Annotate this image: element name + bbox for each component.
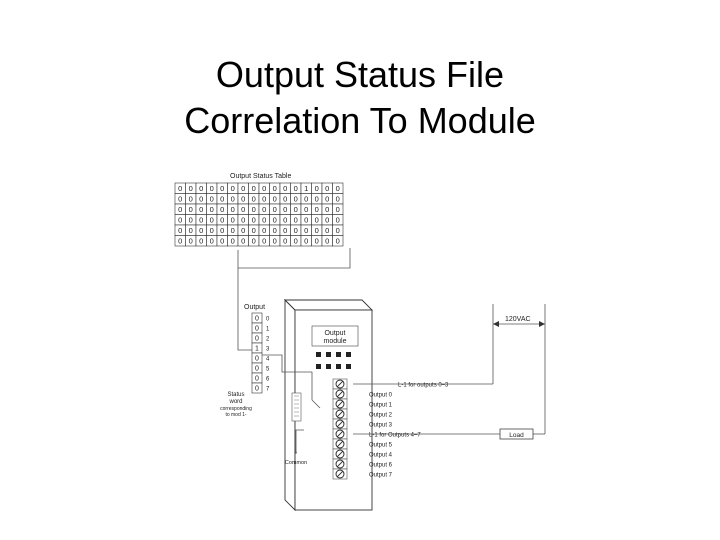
relay-coil [292, 393, 301, 421]
status-bit-value: 0 [255, 315, 259, 323]
status-bit-value: 1 [255, 345, 259, 353]
table-cell-value: 0 [272, 236, 277, 246]
table-cell-value: 0 [335, 236, 340, 246]
terminal-label: Output 0 [369, 392, 393, 399]
status-word-line-1: Status [227, 392, 245, 398]
title-line-1: Output Status File [215, 54, 505, 95]
table-cell-value: 0 [283, 184, 288, 193]
bit-number-labels [266, 317, 270, 393]
table-cell-value: 0 [188, 184, 193, 193]
status-word-column [252, 313, 262, 393]
led-indicator [316, 364, 321, 369]
table-cell-value: 0 [230, 215, 235, 225]
terminal-label: Output 3 [369, 422, 393, 429]
table-cell-value: 0 [188, 226, 193, 235]
table-title: Output Status Table [230, 173, 292, 180]
table-cell-value: 0 [314, 226, 319, 235]
voltage-arrow-right [539, 321, 545, 327]
bit-number: 2 [266, 336, 270, 343]
table-cell-value: 0 [230, 194, 235, 204]
table-cell-value: 0 [325, 226, 330, 235]
bit-number: 5 [266, 366, 270, 373]
table-cell-value: 0 [220, 215, 225, 225]
common-label: Common [284, 460, 308, 466]
bit-number: 7 [266, 386, 270, 393]
table-cell-value: 0 [325, 194, 330, 204]
table-cell-value: 0 [230, 236, 235, 246]
table-cell-value: 0 [293, 194, 298, 204]
table-cell-value: 0 [178, 205, 183, 214]
table-to-word-connector [238, 248, 350, 268]
table-cell-value: 0 [304, 194, 309, 204]
table-cell-value: 0 [199, 215, 204, 225]
table-cell-value: 0 [304, 215, 309, 225]
table-cell-value: 0 [188, 215, 193, 225]
output-status-table [175, 183, 343, 246]
table-cell-value: 0 [209, 236, 214, 246]
table-cell-value: 0 [293, 184, 298, 193]
table-cell-value: 0 [262, 226, 267, 235]
table-cell-value: 0 [209, 205, 214, 214]
table-cell-value: 0 [314, 215, 319, 225]
table-cell-value: 0 [178, 226, 183, 235]
table-cell-value: 0 [262, 194, 267, 204]
output-module [285, 300, 449, 510]
bit-number: 3 [266, 346, 270, 353]
table-cell-value: 0 [220, 236, 225, 246]
terminal-label: Output 2 [369, 412, 393, 419]
table-cell-value: 0 [325, 205, 330, 214]
table-cell-value: 0 [241, 205, 246, 214]
table-cell-value: 0 [304, 226, 309, 235]
status-bit-value: 0 [255, 335, 259, 343]
status-word-label [220, 392, 252, 418]
bit-number: 1 [266, 326, 270, 333]
table-cell-value: 0 [178, 236, 183, 246]
table-cell-value: 0 [293, 236, 298, 246]
table-cell-value: 0 [304, 236, 309, 246]
table-cell-value: 0 [272, 184, 277, 193]
table-cell-value: 0 [293, 215, 298, 225]
status-bit-value: 0 [255, 365, 259, 373]
status-bit-value: 0 [255, 325, 259, 333]
table-cell-value: 0 [209, 226, 214, 235]
table-cell-value: 0 [230, 205, 235, 214]
table-cell-value: 0 [188, 205, 193, 214]
table-cell-value: 0 [293, 205, 298, 214]
table-cell-value: 0 [325, 215, 330, 225]
output-label: Output [244, 304, 266, 311]
table-cell-value: 0 [262, 236, 267, 246]
table-cell-value: 0 [251, 226, 256, 235]
table-cell-value: 0 [251, 215, 256, 225]
table-cell-value: 0 [199, 184, 204, 193]
module-top-face [285, 300, 372, 310]
title-line-2: Correlation To Module [184, 100, 536, 141]
table-cell-value: 0 [178, 194, 183, 204]
table-cell-value: 0 [251, 205, 256, 214]
led-indicator [326, 364, 331, 369]
table-cell-value: 0 [241, 194, 246, 204]
table-cell-value: 0 [209, 194, 214, 204]
status-bit-value: 0 [255, 385, 259, 393]
voltage-arrow-left [493, 321, 499, 327]
table-cell-value: 0 [220, 194, 225, 204]
table-cell-value: 0 [230, 226, 235, 235]
table-cell-value: 0 [335, 194, 340, 204]
voltage-label: 120VAC [505, 316, 531, 323]
table-cell-value: 0 [272, 226, 277, 235]
bit-number: 4 [266, 356, 270, 363]
table-cell-value: 0 [251, 194, 256, 204]
table-cell-value: 0 [209, 184, 214, 193]
table-cell-value: 0 [262, 184, 267, 193]
table-cell-value: 0 [272, 215, 277, 225]
common-asterisk: * [294, 452, 298, 458]
table-cell-value: 0 [241, 184, 246, 193]
table-cell-value: 0 [314, 194, 319, 204]
status-word-line-2: word [229, 399, 243, 405]
table-cell-value: 0 [335, 205, 340, 214]
table-cell-value: 0 [335, 226, 340, 235]
table-cell-value: 0 [199, 205, 204, 214]
table-cell-value: 0 [178, 215, 183, 225]
table-cell-value: 0 [188, 236, 193, 246]
table-cell-value: 0 [293, 226, 298, 235]
table-cell-value: 0 [220, 184, 225, 193]
led-indicator [326, 352, 331, 357]
bit-number: 6 [266, 376, 270, 383]
terminal-label: L-1 for outputs 0–3 [398, 382, 449, 389]
table-cell-value: 0 [314, 205, 319, 214]
load-label: Load [509, 432, 524, 439]
table-cell-value: 0 [178, 184, 183, 193]
table-cell-value: 0 [241, 215, 246, 225]
status-word-line-4: to mod 1- [225, 412, 247, 418]
terminal-label: Output 1 [369, 402, 393, 409]
led-indicator [346, 352, 351, 357]
table-cell-value: 0 [251, 184, 256, 193]
table-cell-value: 0 [188, 194, 193, 204]
status-bit-value: 0 [255, 355, 259, 363]
table-cell-value: 0 [325, 236, 330, 246]
table-cell-value: 0 [283, 226, 288, 235]
table-cell-value: 0 [241, 236, 246, 246]
terminal-label: Output 7 [369, 472, 393, 479]
table-cell-value: 0 [272, 194, 277, 204]
bit-number: 0 [266, 316, 270, 323]
status-word-line-3: corresponding [220, 406, 252, 412]
table-cell-value: 0 [209, 215, 214, 225]
table-cell-value: 0 [199, 236, 204, 246]
table-cell-value: 1 [304, 184, 309, 193]
table-cell-value: 0 [283, 215, 288, 225]
terminal-label: L-1 for Outputs 4–7 [369, 432, 421, 439]
table-cell-value: 0 [251, 236, 256, 246]
table-cell-value: 0 [283, 205, 288, 214]
terminal-label: Output 6 [369, 462, 393, 469]
table-cell-value: 0 [241, 226, 246, 235]
table-cell-value: 0 [314, 236, 319, 246]
table-cell-value: 0 [325, 184, 330, 193]
table-cell-value: 0 [272, 205, 277, 214]
module-label-line-1: Output [324, 330, 346, 337]
led-indicator [316, 352, 321, 357]
table-cell-value: 0 [283, 236, 288, 246]
table-cell-value: 0 [335, 184, 340, 193]
table-cell-value: 0 [314, 184, 319, 193]
led-indicator [336, 352, 341, 357]
table-cell-value: 0 [199, 194, 204, 204]
led-indicator [336, 364, 341, 369]
status-bit-value: 0 [255, 375, 259, 383]
table-cell-value: 0 [230, 184, 235, 193]
table-cell-value: 0 [283, 194, 288, 204]
table-cell-value: 0 [335, 215, 340, 225]
table-cell-value: 0 [262, 215, 267, 225]
table-cell-value: 0 [220, 226, 225, 235]
table-cell-value: 0 [304, 205, 309, 214]
table-cell-value: 0 [262, 205, 267, 214]
led-indicator [346, 364, 351, 369]
table-cell-value: 0 [220, 205, 225, 214]
table-cell-value: 0 [199, 226, 204, 235]
terminal-label: Output 5 [369, 442, 393, 449]
module-label-line-2: module [323, 338, 347, 345]
terminal-label: Output 4 [369, 452, 393, 459]
